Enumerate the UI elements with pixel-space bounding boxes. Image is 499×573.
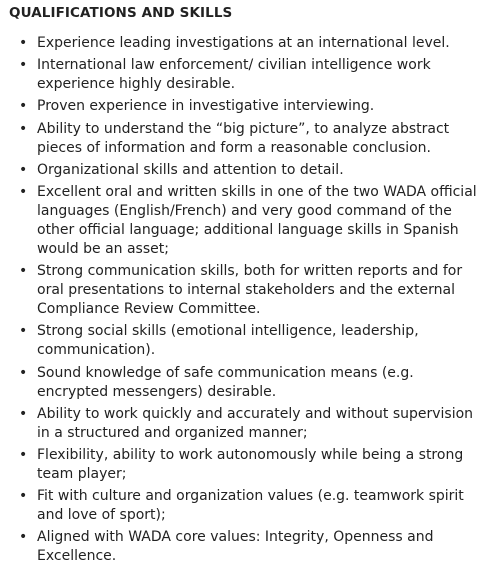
list-item: • Fit with culture and organization values (e.g. teamwork spirit and love of sport); [9, 487, 499, 525]
list-item: • Strong communication skills, both for written reports and for oral presentations to internal stakeholders and the external Compliance Review Committee. [9, 262, 499, 319]
section-heading: QUALIFICATIONS AND SKILLS [9, 5, 233, 21]
list-item: • Aligned with WADA core values: Integrity, Openness and Excellence. [9, 528, 499, 566]
list-item: • Ability to work quickly and accurately and without supervision in a structured and organized manner; [9, 405, 499, 443]
list-item: • Sound knowledge of safe communication means (e.g. encrypted messengers) desirable. [9, 364, 499, 402]
list-item: • Flexibility, ability to work autonomously while being a strong team player; [9, 446, 499, 484]
skills-list [9, 34, 499, 566]
list-item: • Excellent oral and written skills in one of the two WADA official languages (English/French) and very good command of the other official language; additional language skills in Spanish would be an asset; [9, 183, 499, 259]
list-item: • International law enforcement/ civilian intelligence work experience highly desirable. [9, 56, 499, 94]
list-item: • Experience leading investigations at an international level. [9, 34, 499, 53]
list-item: • Strong social skills (emotional intelligence, leadership, communication). [9, 322, 499, 360]
list-item: • Proven experience in investigative interviewing. [9, 97, 499, 116]
list-item: • Ability to understand the “big picture”, to analyze abstract pieces of information and form a reasonable conclusion. [9, 120, 499, 158]
list-item: • Organizational skills and attention to detail. [9, 161, 499, 180]
